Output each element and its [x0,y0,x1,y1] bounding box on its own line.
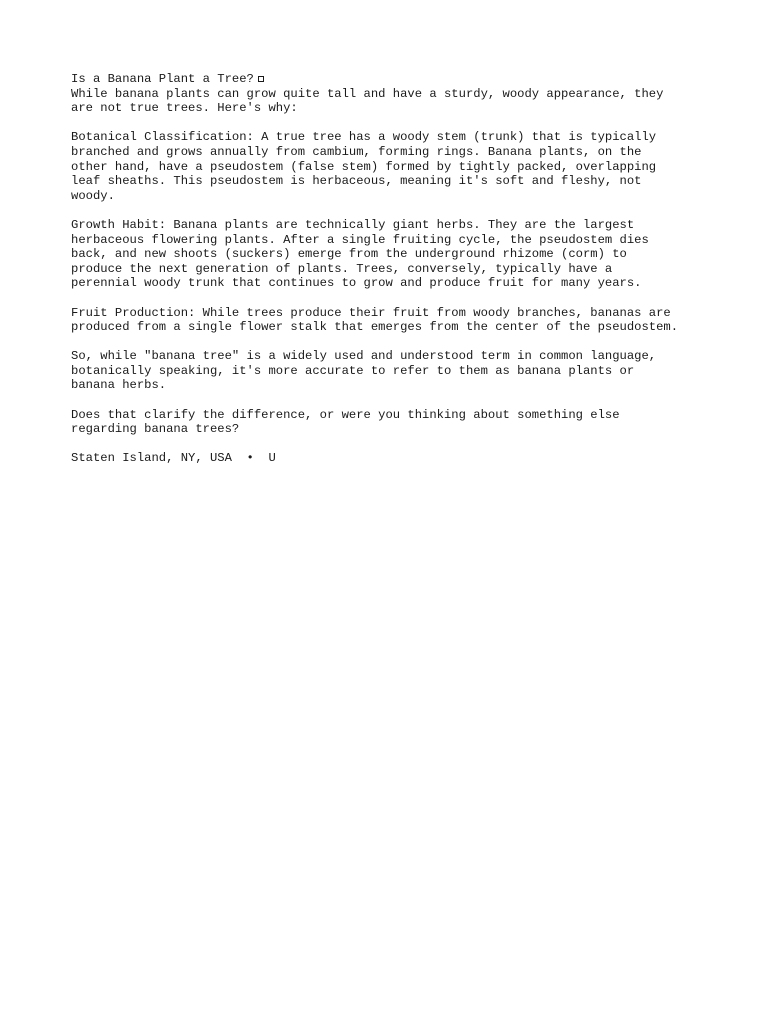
paragraph-fruit-production: Fruit Production: While trees produce their fruit from woody branches, bananas are produced from a single flower stalk that emerges from the center of the pseudostem. [71,305,679,335]
paragraph-botanical-classification: Botanical Classification: A true tree has a woody stem (trunk) that is typically branched and grows annually from cambium, forming rings. Banana plants, on the other hand, have a pseudostem (false stem) formed by tightly packed, overlapping leaf sheaths. This pseudostem is herbaceous, meaning it's soft and fleshy, not woody. [71,130,657,203]
title-line [71,72,711,87]
paragraph-growth-habit: Growth Habit: Banana plants are technically giant herbs. They are the largest herbaceous flowering plants. After a single fruiting cycle, the pseudostem dies back, and new shoots (suckers) emerge from the underground rhizome (corm) to produce the next generation of plants. Trees, conversely, typically have a perennial woody trunk that continues to grow and produce fruit for many years. [71,217,649,291]
location-footer: Staten Island, NY, USA • U [71,451,276,466]
missing-glyph-icon [258,76,264,82]
paragraph-conclusion: So, while "banana tree" is a widely used and understood term in common language, botanically speaking, it's more accurate to refer to them as banana plants or banana herbs. [71,349,657,393]
page-title: Is a Banana Plant a Tree? [71,72,254,86]
document-body [71,72,711,466]
intro-paragraph: While banana plants can grow quite tall and have a sturdy, woody appearance, they are not true trees. Here's why: [71,86,664,116]
paragraph-follow-up-question: Does that clarify the difference, or were you thinking about something else regarding banana trees? [71,407,620,437]
